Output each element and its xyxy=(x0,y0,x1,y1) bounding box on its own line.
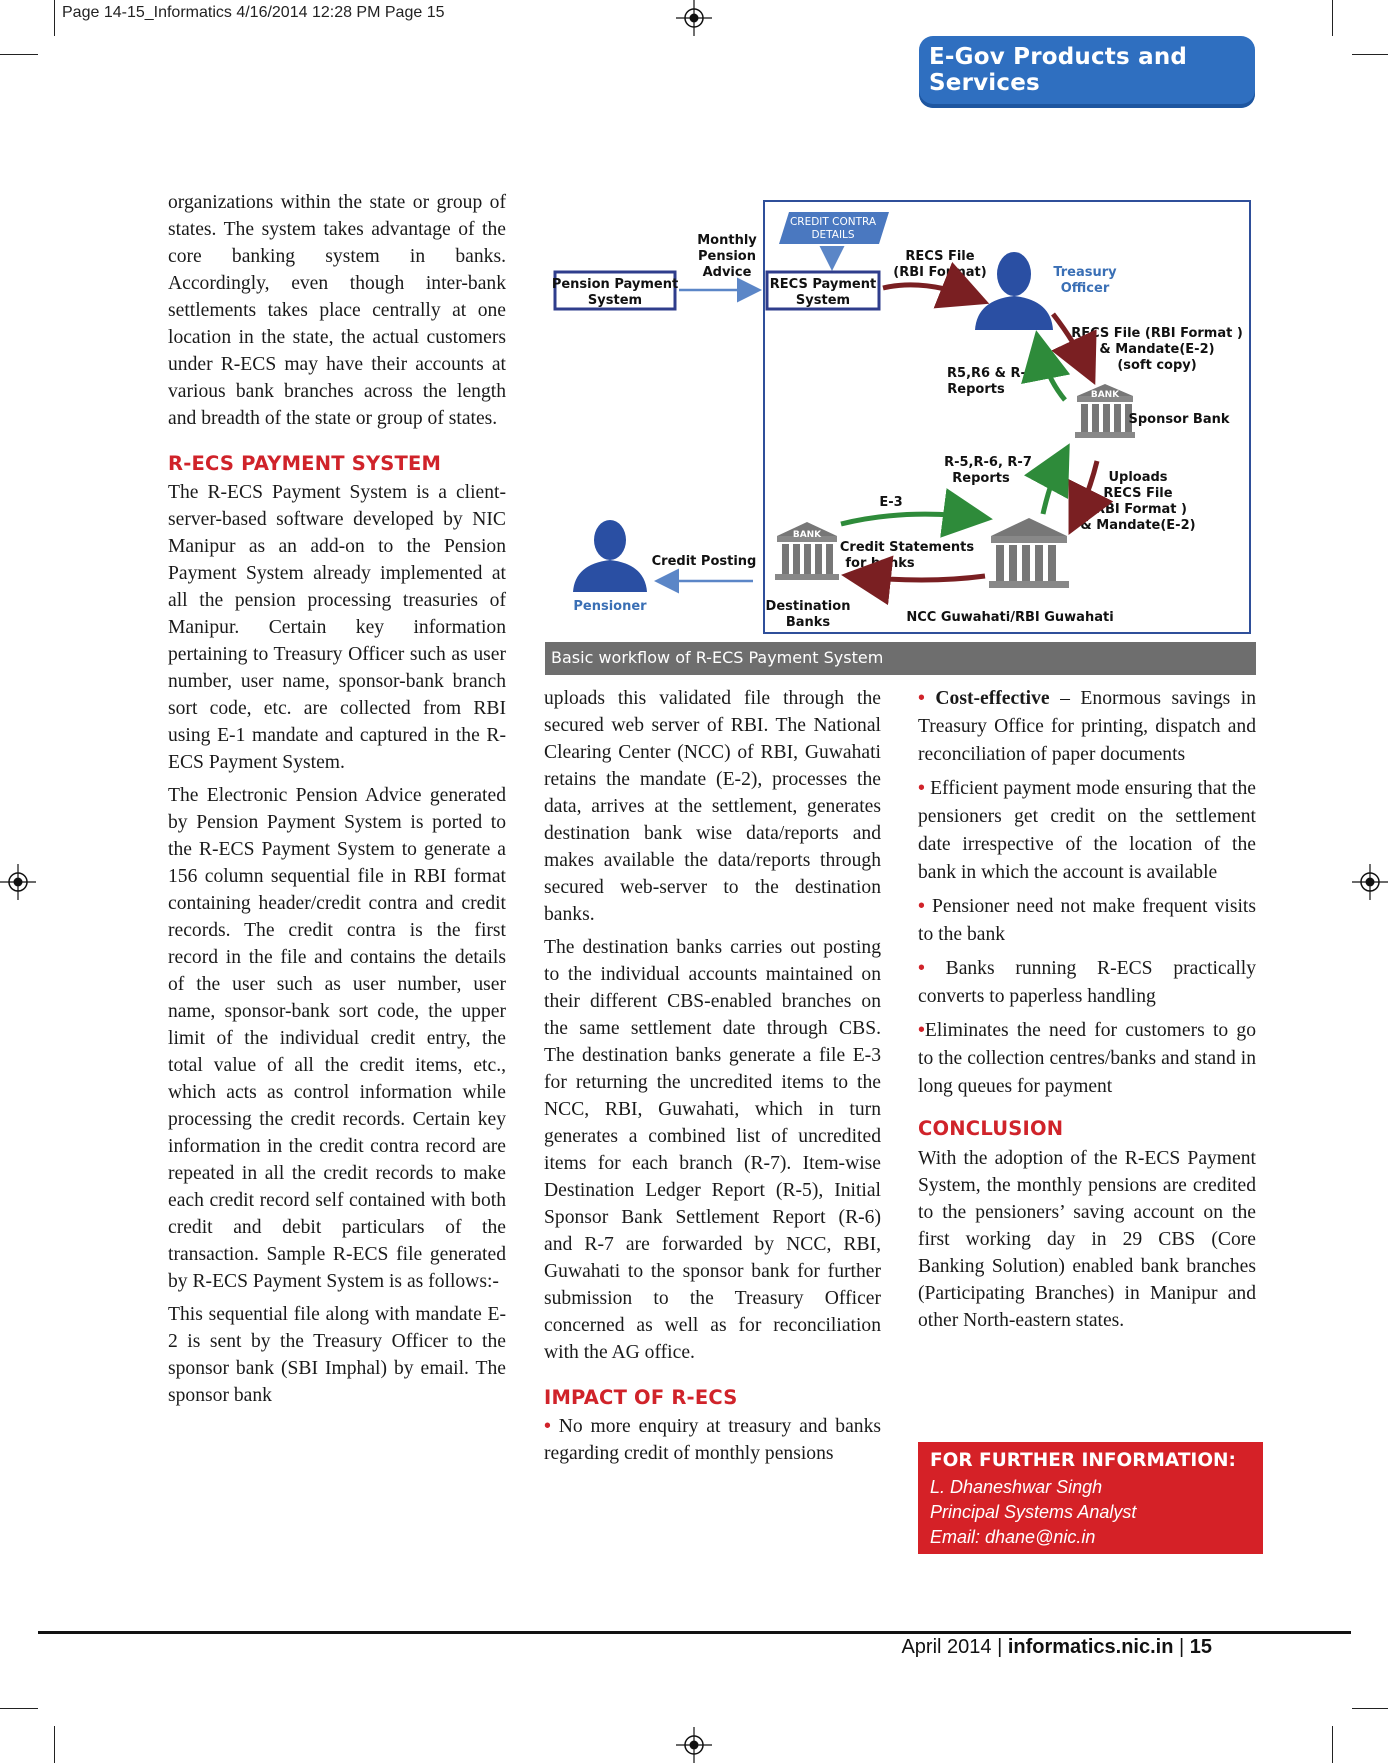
figure-caption-text: Basic workflow of R-ECS Payment System xyxy=(551,648,884,667)
bullet-dot-icon: • xyxy=(918,688,925,709)
bullet-item xyxy=(918,775,1256,887)
page-footer xyxy=(901,1636,1212,1659)
pension-payment-system-label: Pension Payment xyxy=(551,277,679,292)
credit-contra-label: DETAILS xyxy=(811,229,855,241)
section-heading: R-ECS PAYMENT SYSTEM xyxy=(168,452,442,475)
monthly-advice-label: Monthly xyxy=(697,233,757,248)
footer-site: informatics.nic.in xyxy=(1007,1636,1174,1658)
bullet-text: No more enquiry at treasury and banks regarding credit of monthly pensions xyxy=(544,1416,882,1464)
uploads-label: (RBI Format ) xyxy=(1089,502,1187,517)
registration-mark-icon xyxy=(0,864,36,900)
crop-mark xyxy=(54,0,55,36)
crop-mark xyxy=(1352,54,1388,55)
further-information-box xyxy=(918,1442,1263,1554)
info-role: Principal Systems Analyst xyxy=(930,1502,1137,1522)
paragraph: The R-ECS Payment System is a client-server-based software developed by NIC Manipur as an add-on to the Pension Payment System already implemented at all the pension processing treasuries of Manipur. Certain key information pertaining to Treasury Officer such as user number, user name, sponsor-bank branch sort code, etc. are collected from RBI using E-1 mandate and captured in the R-ECS Payment System. xyxy=(168,482,506,773)
crop-mark xyxy=(54,1726,55,1763)
section-title: E-Gov Products and Services xyxy=(929,44,1188,96)
print-slug: Page 14-15_Informatics 4/16/2014 12:28 PM Page 15 xyxy=(62,4,445,21)
page-number: 15 xyxy=(1189,1636,1212,1658)
ncc-label: NCC Guwahati/RBI Guwahati xyxy=(906,610,1114,625)
column-1 xyxy=(168,189,506,1415)
recs-file-mandate-label: & Mandate(E-2) xyxy=(1099,342,1215,357)
uploads-label: Uploads xyxy=(1108,470,1168,485)
workflow-diagram xyxy=(545,196,1256,642)
section-heading: CONCLUSION xyxy=(918,1117,1064,1140)
bullet-text: – Enormous savings in Treasury Office for printing, dispatch and reconciliation of paper documents xyxy=(918,688,1256,765)
bank-sign: BANK xyxy=(792,530,822,540)
bullet-text: Pensioner need not make frequent visits to the bank xyxy=(918,896,1256,945)
bullet-dot-icon: • xyxy=(918,958,925,979)
crop-mark xyxy=(0,1708,38,1709)
paragraph: The destination banks carries out posting to the individual accounts maintained on their different CBS-enabled branches on the same settlement date through CBS. The destination banks generate a file E-3 for returning the uncredited items to the NCC, RBI, Guwahati, which in turn generates a combined list of uncredited items for each branch (R-7). Item-wise Destination Ledger Report (R-5), Initial Sponsor Bank Settlement Report (R-6) and R-7 are forwarded by NCC, RBI, Guwahati to the sponsor bank for further submission to the Treasury Officer concerned as well as for reconciliation with the AG office. xyxy=(544,937,881,1363)
footer-rule xyxy=(38,1631,1351,1634)
pension-payment-system-label: System xyxy=(587,293,643,308)
crop-mark xyxy=(1352,1708,1388,1709)
bank-sign: BANK xyxy=(1090,390,1120,400)
recs-payment-system-label: RECS Payment xyxy=(769,277,877,292)
footer-month: April 2014 | xyxy=(901,1636,1008,1658)
figure-caption xyxy=(545,642,1256,675)
crop-mark xyxy=(1332,0,1333,36)
recs-file-label: (RBI Format) xyxy=(893,265,987,280)
section-heading: IMPACT OF R-ECS xyxy=(544,1386,738,1409)
e3-label: E-3 xyxy=(879,495,903,510)
reports-label-top: Reports xyxy=(947,382,1005,397)
paragraph: organizations within the state or group of states. The system takes advantage of the core banking system in banks. Accordingly, even though inter-bank settlements takes place centrally at one location in the state, the actual customers under R-ECS may have their accounts at various bank branches across the length and breadth of the state or group of states. xyxy=(168,192,506,429)
paragraph: uploads this validated file through the secured web server of RBI. The National Clearing Center (NCC) of RBI, Guwahati retains the mandate (E-2), processes the data, arrives at the settlement, generates destination bank wise data/reports and makes available the data/reports through secured web-server to the destination banks. xyxy=(544,688,881,925)
crop-mark xyxy=(0,54,38,55)
column-2 xyxy=(544,685,881,1473)
sponsor-bank-label: Sponsor Bank xyxy=(1128,412,1230,427)
bullet-bold-text: Cost-effective xyxy=(935,688,1050,709)
bullet-text: Efficient payment mode ensuring that the pensioners get credit on the settlement date irrespective of the location of the bank in which the account is available xyxy=(918,778,1256,883)
info-email: Email: dhane@nic.in xyxy=(930,1527,1096,1547)
column-3 xyxy=(918,685,1256,1340)
registration-mark-icon xyxy=(676,0,712,36)
info-title: FOR FURTHER INFORMATION: xyxy=(930,1450,1236,1471)
section-header-tab xyxy=(919,36,1255,108)
bullet-item xyxy=(918,955,1256,1011)
bullet-item xyxy=(918,1017,1256,1101)
destination-banks-label: Banks xyxy=(785,615,831,630)
registration-mark-icon xyxy=(1352,864,1388,900)
recs-payment-system-label: System xyxy=(795,293,851,308)
registration-mark-icon xyxy=(676,1727,712,1763)
bullet-dot-icon: • xyxy=(918,896,925,917)
treasury-officer-label: Officer xyxy=(1060,281,1110,296)
bullet-dot-icon: • xyxy=(918,778,925,799)
reports-label-mid: Reports xyxy=(952,471,1010,486)
reports-label-mid: R-5,R-6, R-7 xyxy=(944,455,1032,470)
credit-statements-label: for banks xyxy=(845,556,915,571)
monthly-advice-label: Pension xyxy=(698,249,756,264)
uploads-label: RECS File xyxy=(1103,486,1173,501)
reports-label-top: R5,R6 & R-7 xyxy=(947,366,1035,381)
bullet-item xyxy=(918,893,1256,949)
monthly-advice-label: Advice xyxy=(702,265,752,280)
recs-file-mandate-label: RECS File (RBI Format ) xyxy=(1071,326,1243,341)
paragraph: This sequential file along with mandate E-2 is sent by the Treasury Officer to the sponsor bank (SBI Imphal) by email. The sponsor bank xyxy=(168,1304,506,1406)
recs-file-mandate-label: (soft copy) xyxy=(1117,358,1197,373)
treasury-officer-label: Treasury xyxy=(1053,265,1117,280)
credit-contra-label: CREDIT CONTRA xyxy=(789,216,877,228)
recs-file-label: RECS File xyxy=(905,249,975,264)
bullet-text: Banks running R-ECS practically converts to paperless handling xyxy=(918,958,1256,1007)
destination-banks-label: Destination xyxy=(765,599,851,614)
bullet-item xyxy=(918,685,1256,769)
paragraph: With the adoption of the R-ECS Payment System, the monthly pensions are credited to the pensioners’ saving account on the first working day in 29 CBS (Core Banking Solution) enabled bank branches (Participating Branches) in Manipur and other North-eastern states. xyxy=(918,1148,1256,1331)
info-name: L. Dhaneshwar Singh xyxy=(930,1477,1103,1497)
credit-statements-label: Credit Statements xyxy=(839,540,975,555)
bullet-dot-icon: • xyxy=(544,1416,551,1437)
credit-posting-label: Credit Posting xyxy=(651,554,757,569)
crop-mark xyxy=(1332,1726,1333,1763)
bullet-item xyxy=(544,1413,881,1467)
pensioner-label: Pensioner xyxy=(573,599,647,614)
paragraph: The Electronic Pension Advice generated by Pension Payment System is ported to the R-ECS Payment System to generate a 156 column sequential file in RBI format containing header/credit contra and credit records. The credit contra is the first record in the file and contains the details of the user such as user number, user name, sponsor-bank sort code, the upper limit of the individual credit entry, the total value of all the credit items, etc., which acts as control information while processing the credit records. Certain key information in the credit contra record are repeated in all the credit records to make each credit record self contained with both credit and debit particulars of the transaction. Sample R-ECS file generated by R-ECS Payment System is as follows:- xyxy=(168,785,506,1292)
uploads-label: & Mandate(E-2) xyxy=(1080,518,1196,533)
bullet-dot-icon: • xyxy=(918,1020,925,1041)
footer-separator: | xyxy=(1173,1636,1190,1658)
bullet-text: Eliminates the need for customers to go to the collection centres/banks and stand in long queues for payment xyxy=(918,1020,1256,1097)
